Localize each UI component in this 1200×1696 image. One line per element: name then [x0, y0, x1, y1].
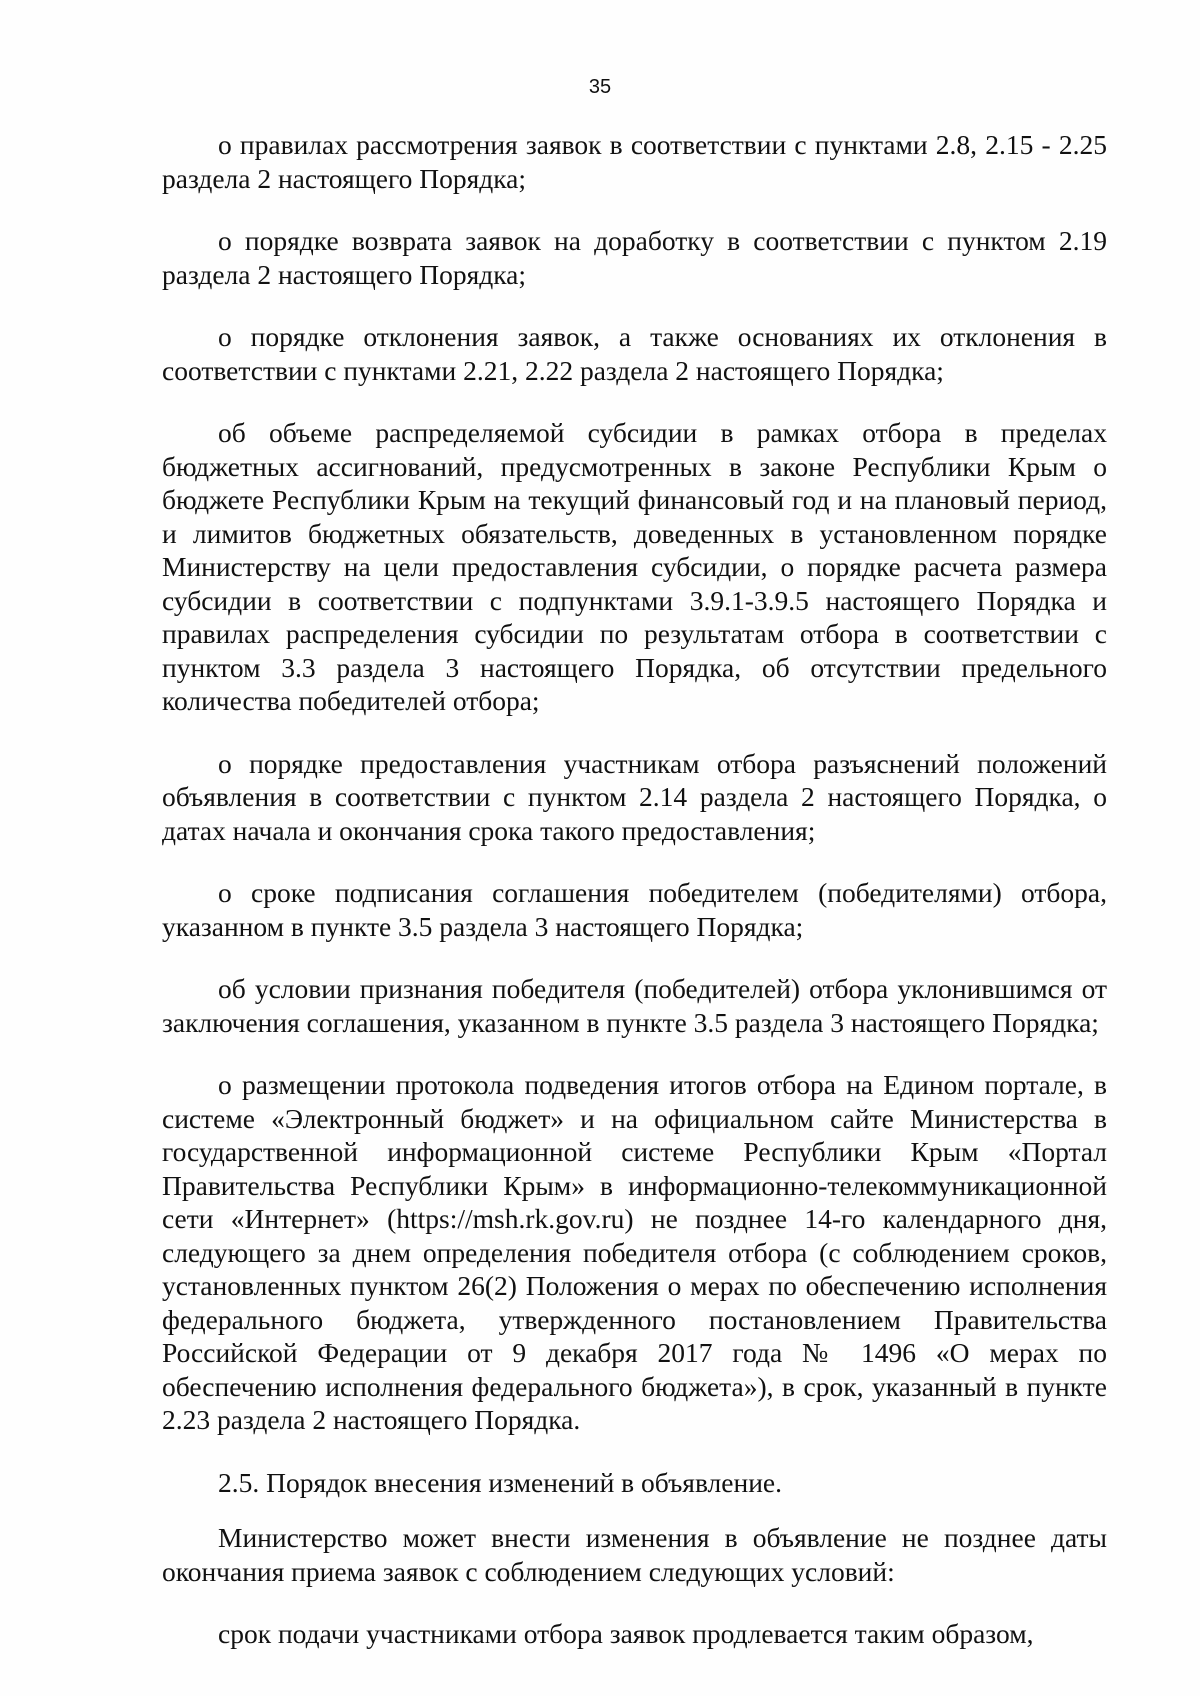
paragraph-return-procedure: о порядке возврата заявок на доработку в соответствии с пунктом 2.19 раздела 2 настоящего Порядка; [162, 225, 1107, 290]
paragraph-changes-conditions: Министерство может внести изменения в объявление не позднее даты окончания приема заявок с соблюдением следующих условий: [162, 1522, 1107, 1587]
paragraph-rejection-procedure: о порядке отклонения заявок, а также основаниях их отклонения в соответствии с пунктами 2.21, 2.22 раздела 2 настоящего Порядка; [162, 321, 1107, 386]
paragraph-protocol-publication: о размещении протокола подведения итогов отбора на Едином портале, в системе «Электронный бюджет» и на официальном сайте Министерства в государственной информационной системе Республики Крым «Портал Правительства Республики Крым» в информационно-телекоммуникационной сети «Интернет» (https://msh.rk.gov.ru) не позднее 14-го календарного дня, следующего за днем определения победителя отбора (с соблюдением сроков, установленных пунктом 26(2) Положения о мерах по обеспечению исполнения федерального бюджета, утвержденного постановлением Правительства Российской Федерации от 9 декабря 2017 года № 1496 «О мерах по обеспечению исполнения федерального бюджета»), в срок, указанный в пункте 2.23 раздела 2 настоящего Порядка. [162, 1069, 1107, 1435]
paragraph-review-rules: о правилах рассмотрения заявок в соответствии с пунктами 2.8, 2.15 - 2.25 раздела 2 настоящего Порядка; [162, 129, 1107, 194]
section-heading-2-5: 2.5. Порядок внесения изменений в объявление. [218, 1466, 783, 1498]
paragraph-evasion-condition: об условии признания победителя (победителей) отбора уклонившимся от заключения соглашения, указанном в пункте 3.5 раздела 3 настоящего Порядка; [162, 973, 1107, 1038]
paragraph-subsidy-volume: об объеме распределяемой субсидии в рамках отбора в пределах бюджетных ассигнований, предусмотренных в законе Республики Крым о бюджете Республики Крым на текущий финансовый год и на плановый период, и лимитов бюджетных обязательств, доведенных в установленном порядке Министерству на цели предоставления субсидии, о порядке расчета размера субсидии в соответствии с подпунктами 3.9.1-3.9.5 настоящего Порядка и правилах распределения субсидии по результатам отбора в соответствии с пунктом 3.3 раздела 3 настоящего Порядка, об отсутствии предельного количества победителей отбора; [162, 417, 1107, 716]
document-body [162, 128, 1107, 1680]
paragraph-agreement-term: о сроке подписания соглашения победителем (победителями) отбора, указанном в пункте 3.5 раздела 3 настоящего Порядка; [162, 877, 1107, 942]
paragraph-deadline-extension: срок подачи участниками отбора заявок продлевается таким образом, [218, 1618, 1034, 1649]
paragraph-clarifications: о порядке предоставления участникам отбора разъяснений положений объявления в соответствии с пунктом 2.14 раздела 2 настоящего Порядка, о датах начала и окончания срока такого предоставления; [162, 747, 1107, 846]
page-number: 35 [588, 76, 612, 98]
